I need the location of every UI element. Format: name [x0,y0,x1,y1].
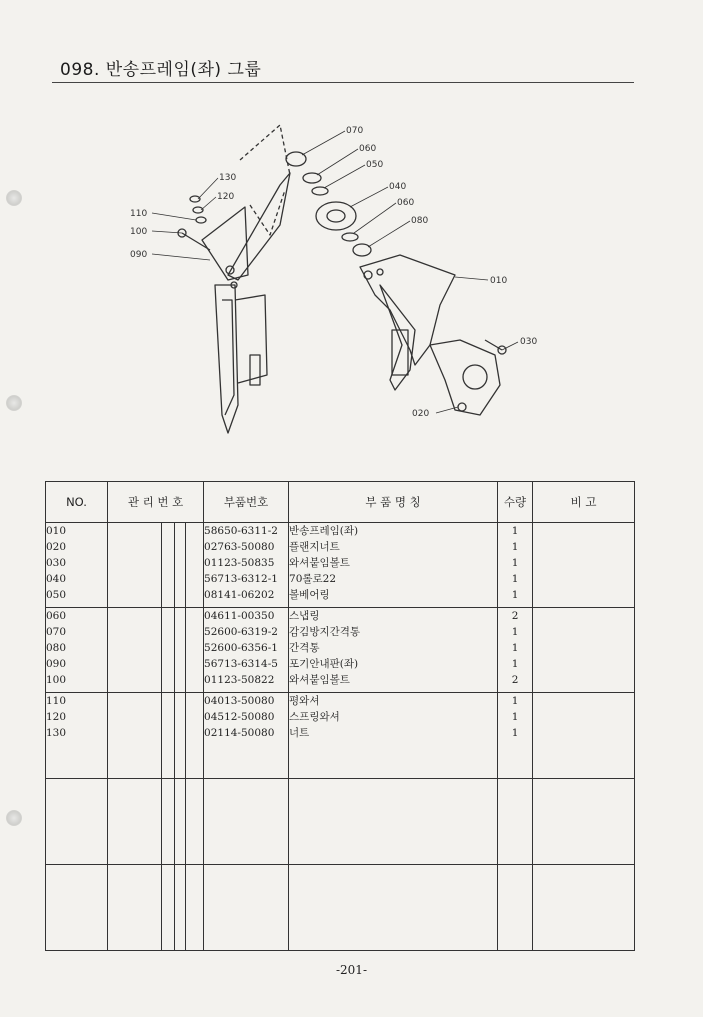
mgmt-cell [175,693,186,779]
punch-hole [6,395,22,411]
quantity-cell: 2 1 1 1 2 [498,608,533,693]
mgmt-cell [186,693,204,779]
no-cell: 060 070 080 090 100 [46,608,108,693]
callout-label: 110 [130,209,148,219]
remarks-cell [533,693,635,779]
part-name-cell: 반송프레임(좌) 플랜지너트 와셔붙임볼트 70롤로22 볼베어링 [289,523,498,608]
header-quantity: 수량 [498,482,533,523]
part-name-cell [289,865,498,951]
part-number-cell: 58650-6311-2 02763-50080 01123-50835 56713-6312-1 08141-06202 [204,523,289,608]
mgmt-cell [175,608,186,693]
table-row-group [46,523,635,608]
mgmt-cell [162,608,175,693]
table-row-group [46,608,635,693]
header-no: NO. [46,482,108,523]
header-management-number: 관 리 번 호 [108,482,204,523]
mgmt-cell [108,523,162,608]
no-cell: 110 120 130 [46,693,108,779]
quantity-cell [498,865,533,951]
mgmt-cell [186,779,204,865]
quantity-cell: 1 1 1 [498,693,533,779]
callout-label: 010 [490,276,508,286]
mgmt-cell [186,608,204,693]
table-row-group [46,693,635,779]
mgmt-cell [108,608,162,693]
table-row-group-empty [46,865,635,951]
mgmt-cell [175,865,186,951]
mgmt-cell [186,865,204,951]
part-number-cell [204,779,289,865]
part-number-cell [204,865,289,951]
callout-label: 120 [217,192,235,202]
mgmt-cell [108,865,162,951]
part-name-cell: 스냅링 감김방지간격통 간격통 포기안내판(좌) 와셔붙임볼트 [289,608,498,693]
page-number: -201- [335,963,367,977]
mgmt-cell [162,865,175,951]
remarks-cell [533,523,635,608]
part-name-cell: 평와셔 스프링와셔 너트 [289,693,498,779]
part-number-cell: 04611-00350 52600-6319-2 52600-6356-1 56713-6314-5 01123-50822 [204,608,289,693]
table-header-row [46,482,635,523]
punch-hole [6,810,22,826]
callout-label: 060 [359,144,377,154]
mgmt-cell [162,523,175,608]
remarks-cell [533,779,635,865]
guide-plate-left [202,207,248,280]
no-cell [46,779,108,865]
mgmt-cell [162,693,175,779]
page-title: 098. 반송프레임(좌) 그룹 [60,60,262,80]
mgmt-cell [108,779,162,865]
title-divider [52,82,634,83]
remarks-cell [533,865,635,951]
exploded-parts-diagram [110,115,560,445]
callout-label: 130 [219,173,237,183]
mgmt-cell [186,523,204,608]
header-part-name: 부 품 명 칭 [289,482,498,523]
mgmt-cell [175,779,186,865]
callout-label: 040 [389,182,407,192]
remarks-cell [533,608,635,693]
no-cell [46,865,108,951]
guide-plate-upper [228,173,290,280]
mgmt-cell [108,693,162,779]
callout-label: 080 [411,216,429,226]
part-name-cell [289,779,498,865]
header-part-number: 부품번호 [204,482,289,523]
callout-label: 070 [346,126,364,136]
no-cell: 010 020 030 040 050 [46,523,108,608]
callout-label: 090 [130,250,148,260]
header-remarks: 비 고 [533,482,635,523]
callout-label: 050 [366,160,384,170]
table-row-group-empty [46,779,635,865]
callout-label: 100 [130,227,148,237]
mgmt-cell [162,779,175,865]
punch-hole [6,190,22,206]
mgmt-cell [175,523,186,608]
callout-label: 020 [412,409,430,419]
quantity-cell: 1 1 1 1 1 [498,523,533,608]
callout-label: 030 [520,337,538,347]
part-number-cell: 04013-50080 04512-50080 02114-50080 [204,693,289,779]
quantity-cell [498,779,533,865]
callout-label: 060 [397,198,415,208]
parts-table [45,481,635,951]
